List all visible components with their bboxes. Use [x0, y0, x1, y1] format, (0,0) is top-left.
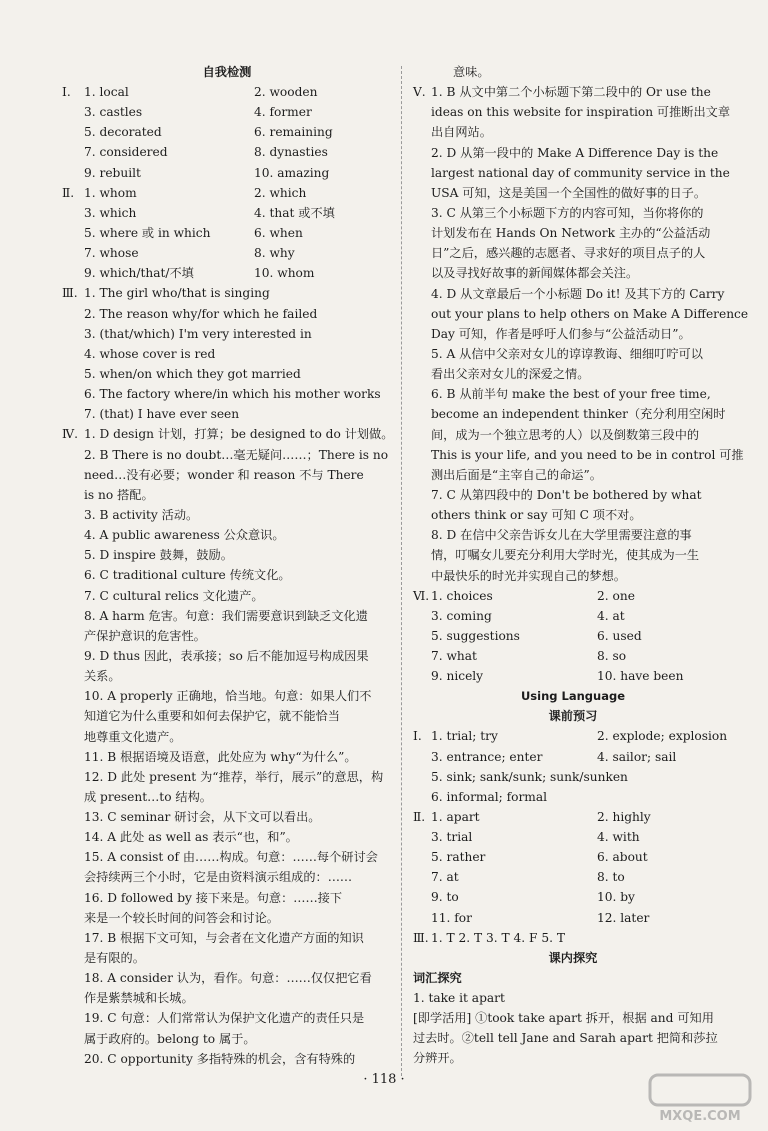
- answer-item: 6. used: [597, 628, 642, 643]
- answer-row: [431, 726, 733, 746]
- answer-line: 18. A consider 认为，看作。句意：……仅仅把它看: [84, 971, 372, 986]
- answer-row: [84, 223, 392, 243]
- answer-line: 中最快乐的时光并实现自己的梦想。: [431, 568, 626, 583]
- answer-item: 5. sink; sank/sunk; sunk/sunken: [431, 769, 628, 784]
- vocab-heading: 词汇探究: [413, 970, 462, 985]
- answer-item: 1. local: [84, 85, 129, 99]
- right-column: [413, 62, 749, 1068]
- answer-line: 5. A 从信中父亲对女儿的谆谆教诲、细细叮咛可以: [431, 346, 703, 361]
- answer-item: 8. why: [254, 246, 295, 261]
- section-3-label: Ⅲ.: [62, 286, 78, 301]
- answer-item: 2. one: [597, 588, 635, 603]
- answer-item: 6. informal; formal: [431, 789, 548, 804]
- answer-row: [84, 203, 392, 223]
- answer-line: 以及寻找好故事的新闻媒体都会关注。: [431, 266, 639, 281]
- section-2: [62, 183, 392, 284]
- answer-row: [84, 163, 392, 183]
- answer-line: 来是一个较长时间的问答会和讨论。: [84, 910, 279, 925]
- answer-item: 9. to: [431, 890, 459, 905]
- answer-line: largest national day of community service in the: [431, 165, 730, 180]
- answer-line: 13. C seminar 研讨会，从下文可以看出。: [84, 810, 321, 825]
- answer-item: 4. sailor; sail: [597, 749, 677, 764]
- answer-line: 计划发布在 Hands On Network 主办的“公益活动: [431, 226, 711, 241]
- preview-section-2: [413, 807, 733, 928]
- answer-item: 8. so: [597, 649, 627, 664]
- answer-row: [84, 102, 392, 122]
- answer-line: 12. D 此处 present 为“推荐，举行，展示”的意思，构: [84, 769, 384, 784]
- answer-line: 看出父亲对女儿的深爱之情。: [431, 367, 590, 382]
- answer-line: 4. whose cover is red: [84, 346, 216, 361]
- answer-item: 5. decorated: [84, 125, 162, 140]
- answer-item: 2. wooden: [254, 85, 318, 99]
- answer-line: This is your life, and you need to be in control 可推: [431, 447, 744, 462]
- answer-line: 17. B 根据下文可知，与会者在文化遗产方面的知识: [84, 930, 364, 945]
- answer-line: 成 present…to 结构。: [84, 789, 212, 804]
- section-4-label: Ⅳ.: [62, 427, 79, 442]
- answer-item: 5. rather: [431, 850, 486, 865]
- answer-item: 10. amazing: [254, 165, 330, 180]
- answer-item: 2. highly: [597, 809, 651, 824]
- section-2-label: Ⅱ.: [62, 185, 75, 200]
- vocab-line: [即学活用] ①took take apart 拆开，根据 and 可知用: [413, 1011, 714, 1026]
- vocab-line: 分辨开。: [413, 1051, 462, 1066]
- answer-line: 地尊重文化遗产。: [84, 729, 182, 744]
- answer-item: 7. considered: [84, 145, 168, 160]
- answer-row: [431, 887, 733, 907]
- using-language-heading: Using Language: [520, 689, 626, 704]
- answer-line: 5. when/on which they got married: [84, 366, 301, 381]
- answer-item: 3. which: [84, 205, 137, 220]
- answer-line: 9. D thus 因此，表承接；so 后不能加逗号构成因果: [84, 648, 369, 663]
- continued-line: 意味。: [453, 65, 490, 79]
- preview-section-1-label: Ⅰ.: [413, 729, 422, 744]
- answer-item: 6. about: [597, 850, 648, 865]
- answer-line: 情，叮嘱女儿要充分利用大学时光，使其成为一生: [431, 548, 700, 563]
- answer-item: 4. at: [597, 608, 625, 623]
- answer-item: 2. which: [254, 185, 307, 200]
- answer-item: 12. later: [597, 910, 650, 925]
- answer-row: [431, 767, 733, 787]
- preview-heading: 课前预习: [548, 709, 598, 724]
- answer-item: 4. former: [254, 105, 312, 120]
- answer-item: 9. nicely: [431, 669, 484, 684]
- vocab-line: 1. take it apart: [413, 990, 505, 1005]
- answer-row: [431, 847, 733, 867]
- answer-line: 15. A consist of 由……构成。句意：……每个研讨会: [84, 850, 378, 865]
- answer-line: 7. C cultural relics 文化遗产。: [84, 588, 264, 603]
- section-1-label: Ⅰ.: [62, 85, 71, 99]
- answer-item: 9. which/that/不填: [84, 266, 194, 281]
- preview-section-2-label: Ⅱ.: [413, 809, 426, 824]
- answer-line: 11. B 根据语境及语意，此处应为 why“为什么”。: [84, 749, 357, 764]
- answer-line: 7. C 从第四段中的 Don't be bothered by what: [431, 487, 702, 502]
- answer-line: 14. A 此处 as well as 表示“也，和”。: [84, 830, 298, 845]
- answer-item: 7. at: [431, 870, 459, 885]
- answer-row: [431, 787, 733, 807]
- answer-row: [431, 626, 733, 646]
- answer-item: 3. coming: [431, 608, 492, 623]
- answer-item: 3. trial: [431, 830, 473, 845]
- answer-line: 8. D 在信中父亲告诉女儿在大学里需要注意的事: [431, 528, 692, 543]
- answer-item: 1. apart: [431, 809, 480, 824]
- answer-line: 会持续两三个小时，它是由资料演示组成的：……: [84, 870, 353, 885]
- answer-item: 1. trial; try: [431, 729, 498, 744]
- answer-line: 产保护意识的危害性。: [84, 628, 206, 643]
- answer-line: 6. C traditional culture 传统文化。: [84, 568, 291, 583]
- answer-line: 3. C 从第三个小标题下方的内容可知，当你将你的: [431, 205, 704, 220]
- answer-line: ideas on this website for inspiration 可推断出文章: [431, 105, 731, 120]
- answer-line: become an independent thinker（充分利用空闲时: [431, 407, 726, 422]
- answer-line: 5. D inspire 鼓舞，鼓励。: [84, 548, 233, 563]
- answer-line: 19. C 句意：人们常常认为保护文化遗产的责任只是: [84, 1011, 365, 1026]
- section-1: [62, 82, 392, 183]
- answer-line: others think or say 可知 C 项不对。: [431, 508, 642, 523]
- answer-line: 日”之后，感兴趣的志愿者、寻求好的项目点子的人: [431, 246, 706, 261]
- answer-item: 4. that 或不填: [254, 205, 335, 220]
- left-column: [62, 62, 392, 1069]
- answer-row: [84, 142, 392, 162]
- svg-text:MXQE.COM: MXQE.COM: [659, 1109, 741, 1124]
- answer-item: 7. what: [431, 649, 477, 664]
- answer-item: 1. whom: [84, 185, 137, 200]
- preview-section-3: [413, 928, 733, 948]
- answer-item: 5. where 或 in which: [84, 225, 211, 240]
- answer-line: USA 可知，这是美国一个全国性的做好事的日子。: [431, 185, 707, 200]
- answer-line: 3. (that/which) I'm very interested in: [84, 326, 312, 341]
- answer-item: 3. entrance; enter: [431, 749, 543, 764]
- answer-item: 6. when: [254, 225, 303, 240]
- answer-row: [431, 646, 733, 666]
- answer-line: 是有限的。: [84, 951, 145, 966]
- answer-row: [84, 243, 392, 263]
- answer-line: 20. C opportunity 多指特殊的机会，含有特殊的: [84, 1051, 356, 1066]
- answer-line: 2. B There is no doubt…毫无疑问……；There is no: [84, 447, 389, 462]
- answer-item: 10. by: [597, 890, 635, 905]
- section-6-label: Ⅵ.: [413, 588, 430, 603]
- answer-line: need…没有必要；wonder 和 reason 不与 There: [84, 467, 364, 482]
- answer-row: [431, 666, 733, 686]
- section-5-label: Ⅴ.: [413, 85, 426, 100]
- answer-line: 16. D followed by 接下来是。句意：……接下: [84, 890, 343, 905]
- answer-item: 5. suggestions: [431, 628, 520, 643]
- answer-line: 知道它为什么重要和如何去保护它，就不能恰当: [84, 709, 340, 724]
- section-4: [62, 424, 392, 1069]
- answer-item: 4. with: [597, 830, 640, 845]
- answer-row: [431, 807, 733, 827]
- answer-item: 9. rebuilt: [84, 165, 141, 180]
- answer-line: 1. The girl who/that is singing: [84, 286, 270, 301]
- answer-line: 1. B 从文中第二个小标题下第二段中的 Or use the: [431, 85, 711, 100]
- answer-line: 测出后面是“主宰自己的命运”。: [431, 467, 602, 482]
- section-5: [413, 82, 749, 586]
- answer-line: out your plans to help others on Make A Difference: [431, 306, 749, 321]
- answer-row: [84, 183, 392, 203]
- answer-line: 4. D 从文章最后一个小标题 Do it! 及其下方的 Carry: [431, 286, 725, 301]
- answer-line: 7. (that) I have ever seen: [84, 407, 240, 422]
- answer-item: 8. to: [597, 870, 625, 885]
- answer-item: 3. castles: [84, 105, 143, 120]
- answer-line: is no 搭配。: [84, 487, 154, 502]
- answer-item: 7. whose: [84, 246, 139, 261]
- section-6: [413, 586, 733, 687]
- answer-line: 2. D 从第一段中的 Make A Difference Day is the: [431, 145, 719, 160]
- answer-line: 6. B 从前半句 make the best of your free time,: [431, 387, 711, 402]
- preview-section-3-label: Ⅲ.: [413, 930, 429, 945]
- answer-line: 3. B activity 活动。: [84, 507, 199, 522]
- answer-item: 10. whom: [254, 266, 315, 281]
- answer-line: 1. T 2. T 3. T 4. F 5. T: [431, 930, 565, 945]
- answer-row: [431, 867, 733, 887]
- watermark-logo: [648, 1073, 752, 1125]
- section-3: [62, 283, 392, 424]
- answer-item: 1. choices: [431, 588, 493, 603]
- answer-row: [431, 827, 733, 847]
- answer-item: 6. remaining: [254, 125, 333, 140]
- answer-row: [431, 908, 733, 928]
- answer-line: 4. A public awareness 公众意识。: [84, 528, 285, 543]
- answer-line: 6. The factory where/in which his mother works: [84, 387, 381, 402]
- answer-line: 属于政府的。belong to 属于。: [84, 1031, 256, 1046]
- column-divider: [401, 66, 402, 1076]
- answer-line: 1. D design 计划，打算；be designed to do 计划做。: [84, 427, 394, 442]
- answer-line: 2. The reason why/for which he failed: [84, 306, 318, 321]
- vocab-line: 过去时。②tell tell Jane and Sarah apart 把简和莎拉: [413, 1031, 718, 1046]
- answer-line: 出自网站。: [431, 125, 492, 140]
- answer-row: [431, 606, 733, 626]
- answer-line: 作是紫禁城和长城。: [84, 991, 194, 1006]
- answer-row: [84, 122, 392, 142]
- section-title-self-check: 自我检测: [202, 65, 252, 79]
- preview-section-1: [413, 726, 733, 807]
- answer-row: [84, 263, 392, 283]
- answer-line: 关系。: [84, 669, 121, 684]
- answer-item: 8. dynasties: [254, 145, 328, 160]
- inclass-heading: 课内探究: [548, 950, 598, 965]
- answer-line: 间，成为一个独立思考的人）以及倒数第三段中的: [431, 427, 700, 442]
- answer-row: [431, 586, 733, 606]
- answer-line: 10. A properly 正确地，恰当地。句意：如果人们不: [84, 689, 372, 704]
- page-number: · 118 ·: [363, 1072, 405, 1087]
- answer-item: 10. have been: [597, 669, 684, 684]
- answer-line: 8. A harm 危害。句意：我们需要意识到缺乏文化遗: [84, 608, 368, 623]
- answer-row: [431, 747, 733, 767]
- answer-line: Day 可知，作者是呼吁人们参与“公益活动日”。: [431, 326, 691, 341]
- answer-row: [84, 82, 392, 102]
- answer-item: 11. for: [431, 910, 472, 925]
- answer-item: 2. explode; explosion: [597, 729, 728, 744]
